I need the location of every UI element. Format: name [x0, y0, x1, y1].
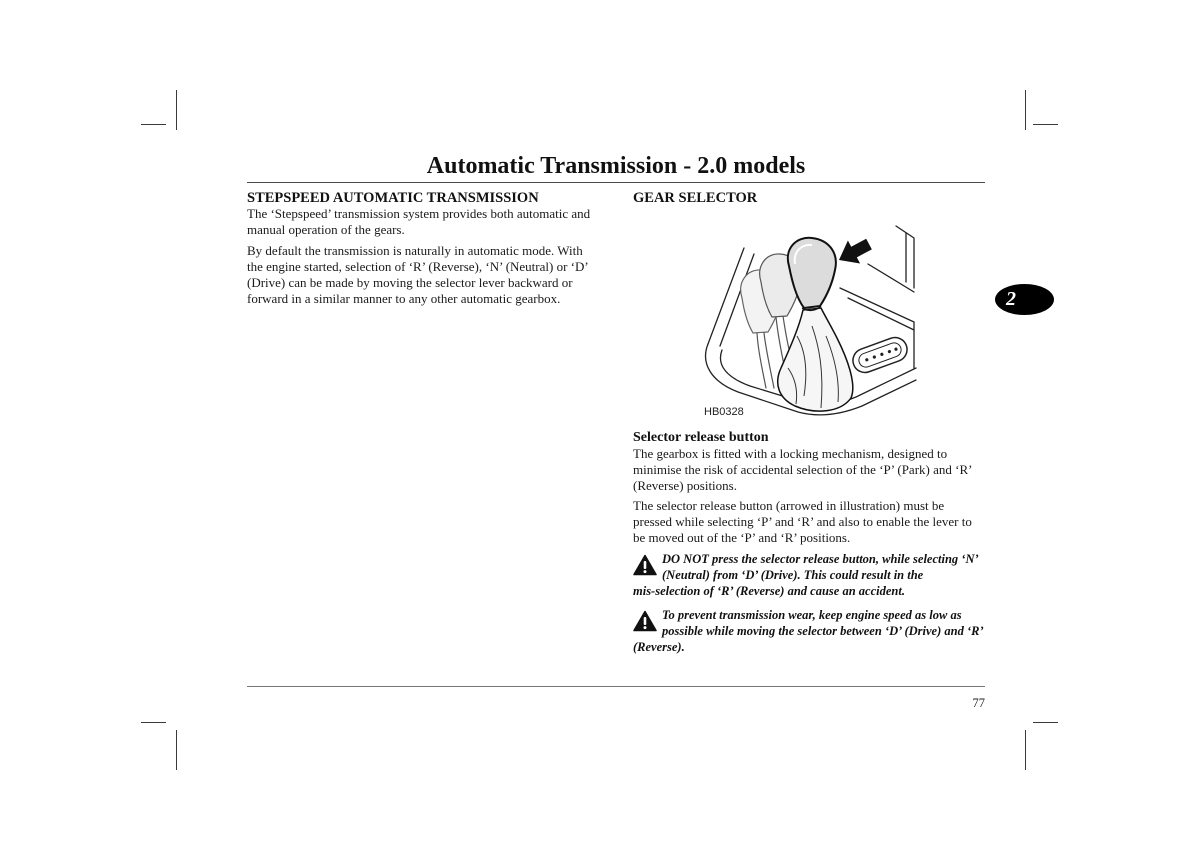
- gear-gate-plate: [850, 334, 911, 376]
- page-number: 77: [972, 696, 985, 710]
- subheading-selector-release-button: Selector release button: [633, 430, 769, 445]
- gear-selector-illustration: [700, 218, 920, 418]
- dashboard-edge: [868, 226, 914, 292]
- title-rule: [247, 182, 985, 183]
- warning-block: [633, 607, 985, 655]
- crop-mark-bottom-right-horizontal: [1033, 722, 1058, 723]
- section-tab-number: 2: [1006, 288, 1016, 310]
- crop-mark-top-left-horizontal: [141, 124, 166, 125]
- crop-mark-bottom-right-vertical: [1025, 730, 1026, 770]
- warning-triangle-icon: [633, 610, 657, 632]
- section-tab: [995, 284, 1054, 315]
- warning-text: To prevent transmission wear, keep engine speed as low as possible while moving the selector between ‘D’ (Drive) and ‘R’ (Reverse).: [633, 608, 984, 654]
- release-button-arrow: [833, 233, 875, 272]
- paragraph: The ‘Stepspeed’ transmission system provides both automatic and manual operation of the gears.: [247, 206, 591, 237]
- warning-block: [633, 551, 985, 599]
- paragraph: The selector release button (arrowed in illustration) must be pressed while selecting ‘P’ and ‘R’ and also to enable the lever to be moved out of the ‘P’ and ‘R’ positions.: [633, 498, 972, 545]
- figure-code: HB0328: [704, 406, 744, 418]
- crop-mark-top-right-vertical: [1025, 90, 1026, 130]
- warning-triangle-icon: [633, 554, 657, 576]
- warning-text: DO NOT press the selector release button, while selecting ‘N’ (Neutral) from ‘D’ (Drive). This could result in the mis-selection of ‘R’ (Reverse) and cause an accident.: [633, 552, 979, 598]
- crop-mark-top-right-horizontal: [1033, 124, 1058, 125]
- crop-mark-top-left-vertical: [176, 90, 177, 130]
- gear-boot: [778, 308, 853, 411]
- crop-mark-bottom-left-vertical: [176, 730, 177, 770]
- section-heading-gear-selector: GEAR SELECTOR: [633, 190, 758, 206]
- footer-rule: [247, 686, 985, 687]
- section-heading-stepspeed: STEPSPEED AUTOMATIC TRANSMISSION: [247, 190, 539, 206]
- paragraph: The gearbox is fitted with a locking mechanism, designed to minimise the risk of accidental selection of the ‘P’ (Park) and ‘R’ (Reverse) positions.: [633, 446, 973, 493]
- page-title: Automatic Transmission - 2.0 models: [426, 153, 806, 179]
- paragraph: By default the transmission is naturally in automatic mode. With the engine started, selection of ‘R’ (Reverse), ‘N’ (Neutral) or ‘D’ (Drive) can be made by moving the selector lever backward or forward in a similar manner to any other automatic gearbox.: [247, 243, 589, 306]
- crop-mark-bottom-left-horizontal: [141, 722, 166, 723]
